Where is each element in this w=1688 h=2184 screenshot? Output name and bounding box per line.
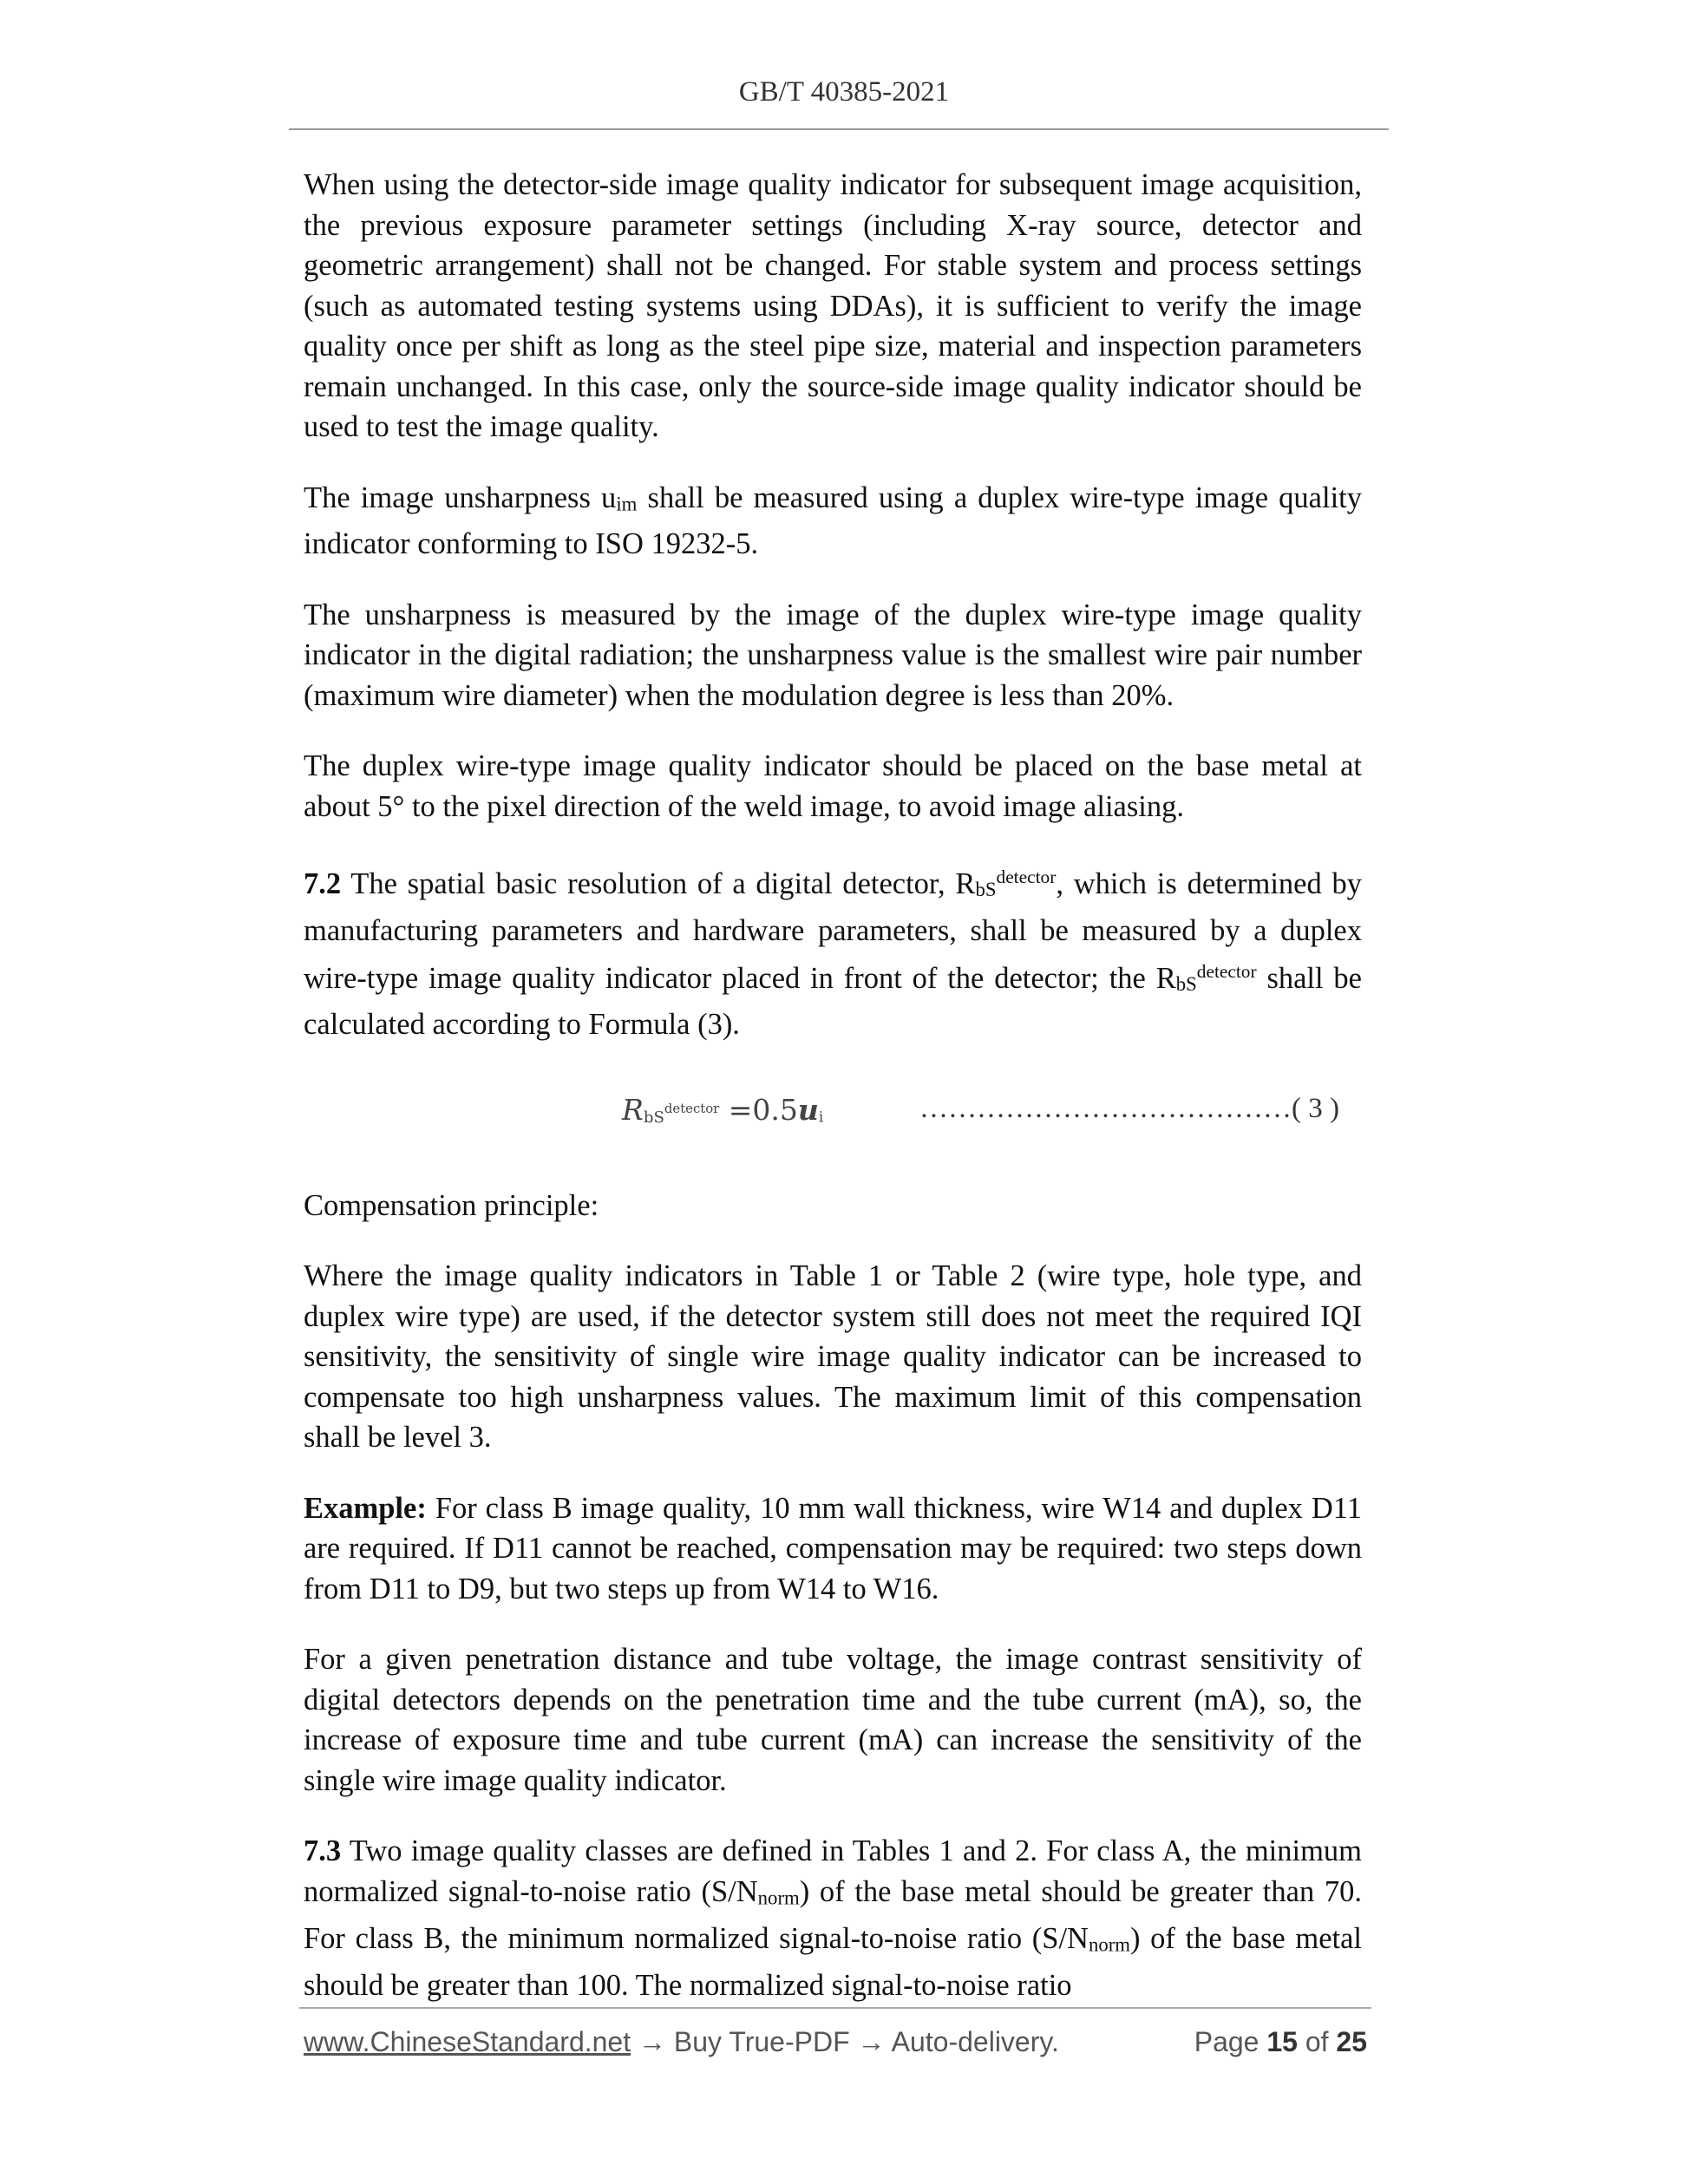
clause-number: 7.3 — [304, 1834, 342, 1868]
page-footer — [304, 2026, 1367, 2058]
subscript: bS — [643, 1108, 664, 1127]
page-label: Page — [1194, 2026, 1259, 2057]
formula-symbol: u — [797, 1092, 819, 1127]
paragraph-duplex-iqi-placement: The duplex wire-type image quality indicator should be placed on the base metal at about 5° to the pixel direction of the weld image, to avoid image aliasing. — [304, 749, 1362, 823]
website-link[interactable]: www.ChineseStandard.net — [304, 2026, 631, 2057]
arrow-right-icon: → — [631, 2026, 674, 2057]
superscript: detector — [664, 1100, 720, 1116]
arrow-right-icon: → — [849, 2026, 892, 2057]
formula-equals: =0.5 — [719, 1092, 798, 1127]
paragraph-unsharpness-measurement: The unsharpness is measured by the image of the duplex wire-type image quality indicator in the digital radiation; the unsharpness value is the smallest wire pair number (maximum wire diameter) when the modulation degree is less than 20%. — [304, 598, 1362, 712]
auto-delivery-text: Auto-delivery. — [891, 2026, 1059, 2057]
text-run: shall be calculated according to Formula (3). — [304, 961, 1362, 1042]
subscript: bS — [1175, 972, 1197, 995]
text-run: ) of the base metal should be greater than 100. The normalized signal-to-noise ratio — [304, 1921, 1363, 2002]
example-label: Example: — [304, 1491, 427, 1525]
paragraph-example — [304, 1488, 1362, 1610]
text-run: For class B image quality, 10 mm wall thickness, wire W14 and duplex D11 are required. If D11 cannot be reached, compensation may be required: two steps down from D11 to D9, but two steps up from W14 to W16. — [304, 1491, 1362, 1605]
superscript: detector — [996, 866, 1057, 888]
subscript: im — [616, 492, 638, 514]
superscript: detector — [1196, 960, 1257, 982]
subscript: bS — [975, 879, 997, 901]
formula-reference: …………………………………( 3 ) — [919, 1092, 1339, 1124]
text-run: ) of the base metal should be greater than 70. For class B, the minimum normalized signal-to-noise ratio (S/N — [304, 1874, 1362, 1955]
formula-3 — [304, 1084, 1362, 1145]
document-number: GB/T 40385-2021 — [738, 76, 950, 108]
text-run: The image unsharpness u — [304, 481, 617, 514]
page-indicator — [1194, 2026, 1367, 2058]
subscript: i — [818, 1108, 824, 1126]
paragraph-contrast-sensitivity: For a given penetration distance and tube voltage, the image contrast sensitivity of digital detectors depends on the penetration time and the tube current (mA), so, the increase of exposure time and tube current (mA) can increase the sensitivity of the single wire image quality indicator. — [304, 1643, 1362, 1797]
clause-number: 7.2 — [304, 867, 342, 901]
of-label: of — [1305, 2026, 1329, 2057]
text-run: shall be measured using a duplex wire-type image quality indicator conforming to ISO 19232-5. — [304, 481, 1362, 561]
text-run: Two image quality classes are defined in Tables 1 and 2. For class A, the minimum normalized signal-to-noise ratio (S/N — [304, 1834, 1362, 1908]
paragraph-7-2 — [304, 857, 1362, 1044]
subscript: norm — [1088, 1933, 1131, 1956]
paragraph-compensation-heading: Compensation principle: — [304, 1188, 599, 1222]
header-divider — [289, 128, 1389, 130]
page-number: 15 — [1266, 2026, 1298, 2057]
formula-symbol: R — [622, 1092, 644, 1127]
subscript: norm — [757, 1886, 800, 1909]
paragraph-image-unsharpness — [304, 478, 1362, 565]
paragraph-detector-side-iqi: When using the detector-side image quality indicator for subsequent image acquisition, the previous exposure parameter settings (including X-ray source, detector and geometric arrangement) shall not be changed. For stable system and process settings (such as automated testing systems using DDAs), it is sufficient to verify the image quality once per shift as long as the steel pipe size, material and inspection parameters remain unchanged. In this case, only the source-side image quality indicator should be used to test the image quality. — [304, 168, 1362, 443]
paragraph-compensation-rule: Where the image quality indicators in Table 1 or Table 2 (wire type, hole type, and duplex wire type) are used, if the detector system still does not meet the required IQI sensitivity, the sensitivity of single wire image quality indicator can be increased to compensate too high unsharpness values. The maximum limit of this compensation shall be level 3. — [304, 1259, 1362, 1455]
footer-divider — [299, 2007, 1371, 2009]
text-run: The spatial basic resolution of a digital detector, R — [341, 867, 976, 901]
page-total: 25 — [1336, 2026, 1367, 2057]
text-run: , which is determined by manufacturing parameters and hardware parameters, shall be measured by a duplex wire-type image quality indicator placed in front of the detector; the R — [304, 867, 1363, 995]
formula-expression — [622, 1089, 823, 1138]
paragraph-7-3 — [304, 1831, 1362, 2005]
page-body — [304, 165, 1362, 2036]
buy-true-pdf-text: Buy True-PDF — [673, 2026, 850, 2057]
